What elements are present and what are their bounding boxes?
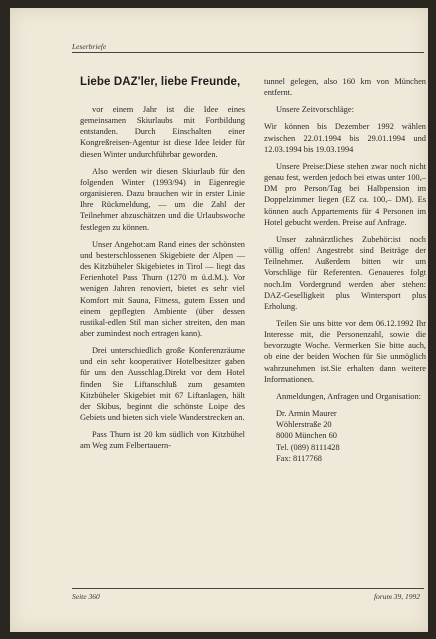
contact-fax: Fax: 8117768: [276, 453, 322, 463]
paragraph-dates-heading: Unsere Zeitvorschläge:: [276, 105, 354, 115]
paragraph-prices: Unsere Preise:Diese stehen zwar noch nicht genau fest, werden jedoch bei etwas unter 100,– DM pro Person/Tag bei Halbpension im Doppelzimmer liegen (EZ ca. 100,– DM). Es können auch Appartements für 4 Personen im Hotel gebucht werden. Preise auf Anfrage.: [264, 161, 426, 227]
paragraph-continuation: tunnel gelegen, also 160 km von München entfernt.: [264, 77, 426, 98]
page-content: [24, 8, 426, 632]
paragraph-registration: Teilen Sie uns bitte vor dem 06.12.1992 Ihr Interesse mit, die Personenzahl, sowie die bevorzugte Woche. Vermerken Sie bitte auch, ob eine der beiden Wochen für Sie unmöglich wahrzunehmen ist.Sie erhalten dann weitere Informationen.: [264, 318, 426, 384]
paragraph-conference: Drei unterschiedlich große Konferenzräume und ein sehr kooperativer Hotelbesitzer gaben für uns den Ausschlag.Direkt vor dem Hotel finden Sie Liftanschluß zum gesamten Kitzbüheler Skigebiet mit 67 Liftanlagen, hält der Skibus, beginnt die schönste Loipe des Gebiets und bieten sich viele Wanderstrecken an.: [80, 346, 245, 423]
footer-rule: [72, 588, 424, 589]
issue-label: forum 39, 1992: [373, 592, 420, 601]
contact-address: [276, 408, 426, 464]
contact-name: Dr. Armin Maurer: [276, 409, 337, 419]
right-column: [264, 76, 426, 464]
paragraph-location: Pass Thurn ist 20 km südlich von Kitzbühel am Weg zum Felbertauern-: [80, 430, 245, 451]
paragraph-contact-heading: Anmeldungen, Anfragen und Organisation:: [276, 391, 421, 401]
paragraph-accessories: Unser zahnärztliches Zubehör:ist noch völlig offen! Angestrebt sind Beiträge der Teilnehmer. Außerdem bitten wir um Vorschläge für Referenten. Genaueres folgt noch.Im Vordergrund werden aber stehen: DAZ-Geselligkeit plus Wintersport plus Erholung.: [264, 234, 426, 311]
paragraph-intro: vor einem Jahr ist die Idee eines gemeinsamen Skiurlaubs mit Fortbildung entstanden. Durch Einschalten einer Kongreßreisen-Agentur ist diese Idee leider für diesen Winter undurchführbar geworden.: [80, 105, 245, 159]
page-number: Seite 360: [72, 592, 100, 601]
paragraph-plan: Also werden wir diesen Skiurlaub für den folgenden Winter (1993/94) in Eigenregie organisieren. Dazu brauchen wir in erster Linie Ihre Rückmeldung, — um die Zahl der Teilnehmer abzuschätzen und die Urlaubswoche festlegen zu können.: [80, 166, 245, 232]
letter-headline: Liebe DAZ'ler, liebe Freunde,: [80, 76, 241, 88]
paragraph-offer: Unser Angebot:am Rand eines der schönsten und besterschlossenen Skigebiete der Alpen — des Kitzbüheler Skigebietes in Tirol — liegt das Ferienhotel Pass Thurn (1270 m ü.d.M.). Vor wenigen Jahren renoviert, bietet es sehr viel Komfort mit Sauna, Fitness, gutem Essen und einem gepflegten Ambiente (über dessen rustikal-edlen Stil man sicher streiten, den man aber zumindest noch ertragen kann).: [80, 239, 245, 338]
contact-phone: Tel. (089) 8111428: [276, 442, 340, 452]
contact-street: Wöhlerstraße 20: [276, 420, 332, 430]
magazine-page: [10, 8, 428, 632]
header-rule: [72, 52, 424, 53]
paragraph-dates: Wir können bis Dezember 1992 wählen zwischen 22.01.1994 bis 29.01.1994 und 12.03.1994 bis 19.03.1994: [264, 122, 426, 154]
section-label: Leserbriefe: [72, 42, 107, 51]
left-column: [80, 104, 245, 458]
contact-city: 8000 München 60: [276, 431, 337, 441]
